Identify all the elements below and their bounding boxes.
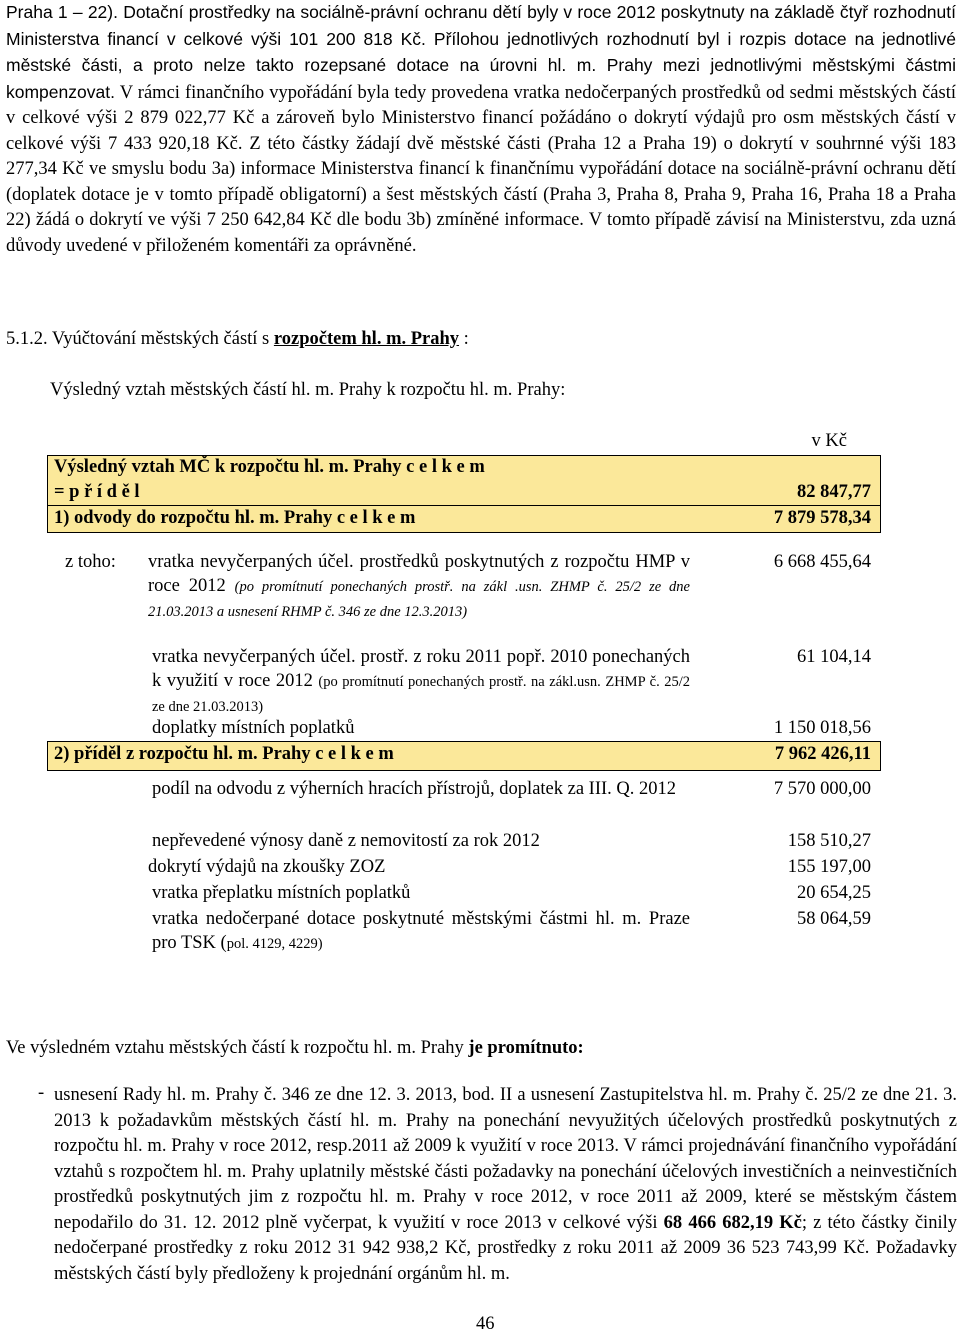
row-value: 158 510,27 — [787, 831, 871, 851]
section-subtitle: Výsledný vztah městských částí hl. m. Prahy k rozpočtu hl. m. Prahy: — [50, 380, 566, 400]
section-number: 5.1.2. Vyúčtování městských částí s — [6, 329, 274, 349]
intro-part-2: V rámci finančního vypořádání byla tedy provedena vratka nedočerpaných prostředků od sedmi městských částí v celkové výši 2 879 022,77 Kč a zároveň bylo Ministerstvo financí požádáno o dokrytí výdajů pro osm městských částí v celkové výši 7 433 920,18 Kč. Z této částky žádají dvě městské části (Praha 12 a Praha 19) o dokrytí v souhrnné výši 183 277,34 Kč ve smyslu bodu 3a) informace Ministerstva financí k finančnímu vypořádání dotace na sociálně-právní ochranu dětí (doplatek dotace je v tomto případě obligatorní) a šest městských částí (Praha 3, Praha 8, Praha 9, Praha 16, Praha 18 a Praha 22) žádá o dokrytí ve výši 7 250 642,84 Kč dle bodu 3b) zmíněné informace. V tomto případě závisí na Ministerstvu, zda uzná důvody uvedené v přiloženém komentáři za oprávněné. — [6, 82, 956, 256]
row-value: 1 150 018,56 — [773, 718, 871, 738]
pridel-label: 2) příděl z rozpočtu hl. m. Prahy c e l k e m — [54, 744, 394, 764]
bullet-bold-amount: 68 466 682,19 Kč — [663, 1212, 802, 1233]
bullet-text-2: ; z této částky činily nedočerpané prostředky z roku 2012 31 942 938,2 Kč, prostředky z roku 2011 až 2009 36 523 743,99 Kč. Požadavky městských částí byly předloženy k projednání orgánům hl. m. — [54, 1212, 957, 1284]
result-label-2: = p ř í d ě l — [54, 482, 140, 502]
odvody-value: 7 879 578,34 — [773, 508, 871, 528]
currency-unit: v Kč — [811, 431, 847, 451]
odvody-box — [47, 505, 881, 533]
page-number: 46 — [476, 1314, 495, 1334]
row-text — [152, 645, 690, 719]
closing-bullet — [54, 1083, 957, 1287]
row-value: 61 104,14 — [797, 647, 871, 667]
row-main: nepřevedené výnosy daně z nemovitostí za rok 2012 — [152, 831, 540, 851]
row-main-small: pol. 4129, 4229) — [226, 936, 323, 952]
odvody-label: 1) odvody do rozpočtu hl. m. Prahy c e l k e m — [54, 508, 416, 528]
section-heading-suffix: : — [459, 329, 469, 349]
row-prefix: z toho: — [65, 552, 116, 572]
result-label-1: Výsledný vztah MČ k rozpočtu hl. m. Prahy c e l k e m — [54, 457, 485, 477]
row-value: 155 197,00 — [787, 857, 871, 877]
section-heading — [6, 329, 469, 350]
row-text — [152, 907, 690, 956]
closing-lead-text: Ve výsledném vztahu městských částí k rozpočtu hl. m. Prahy — [6, 1038, 469, 1058]
row-main: dokrytí výdajů na zkoušky ZOZ — [148, 857, 386, 877]
pridel-value: 7 962 426,11 — [774, 744, 871, 764]
section-heading-underlined: rozpočtem hl. m. Prahy — [273, 329, 460, 349]
closing-lead — [6, 1036, 956, 1062]
pridel-box — [47, 741, 881, 771]
row-text — [148, 550, 690, 624]
row-note: (po promítnutí ponechaných prostř. na zákl.usn. ZHMP č. 25/2 ze dne 21.03.2013) — [152, 674, 691, 715]
row-value: 6 668 455,64 — [773, 552, 871, 572]
row-note: (po promítnutí ponechaných prostř. na zákl .usn. ZHMP č. 25/2 ze dne 21.03.2013 a usnesení RHMP č. 346 ze dne 12.3.2013) — [148, 579, 690, 620]
row-main: vratka nevyčerpaných účel. prostř. z roku 2011 popř. 2010 ponechaných k využití v roce 2012 — [152, 647, 690, 691]
intro-part-1: Praha 1 – 22). Dotační prostředky na sociálně-právní ochranu dětí byly v roce 2012 poskytnuty na základě čtyř rozhodnutí Ministerstva financí v celkové výši 101 200 818 Kč. Přílohou jednotlivých rozhodnutí byl i rozpis dotace na jednotlivé městské části, a proto nelze takto rozepsané dotace na úrovni hl. m. Prahy mezi jednotlivými městskými částmi kompenzovat. — [6, 2, 956, 102]
result-value: 82 847,77 — [797, 482, 871, 502]
bullet-text-1: usnesení Rady hl. m. Prahy č. 346 ze dne 12. 3. 2013, bod. II a usnesení Zastupitelstva hl. m. Prahy č. 25/2 ze dne 21. 3. 2013 k požadavkům městských částí hl. m. Prahy na ponechání nevyužitých účelových prostředků poskytnutých z rozpočtu hl. m. Prahy v roce 2012, resp.2011 až 2009 k využití v roce 2013. V rámci projednávání finančního vypořádání vztahů s rozpočtem hl. m. Prahy uplatnily městské části požadavky na ponechání účelových investičních a neinvestičních prostředků poskytnutých jim z rozpočtu hl. m. Prahy v roce 2012, v roce 2011 až 2009, které se městským částem nepodařilo do 31. 12. 2012 plně vyčerpat, k využití v roce 2013 v celkové výši — [54, 1085, 957, 1233]
row-main: vratka nedočerpané dotace poskytnuté městskými částmi hl. m. Praze pro TSK ( — [152, 909, 690, 953]
bullet-dash: - — [38, 1083, 45, 1103]
row-main: vratka přeplatku místních poplatků — [152, 883, 411, 903]
row-main: doplatky místních poplatků — [152, 718, 355, 738]
row-value: 20 654,25 — [797, 883, 871, 903]
row-value: 58 064,59 — [797, 909, 871, 929]
intro-paragraph — [6, 0, 956, 259]
row-main: vratka nevyčerpaných účel. prostředků poskytnutých z rozpočtu HMP v roce 2012 — [148, 552, 690, 596]
closing-lead-bold: je promítnuto: — [468, 1038, 584, 1058]
row-value: 7 570 000,00 — [773, 779, 871, 799]
result-box — [47, 455, 881, 506]
row-main: podíl na odvodu z výherních hracích přístrojů, doplatek za III. Q. 2012 — [152, 779, 677, 799]
